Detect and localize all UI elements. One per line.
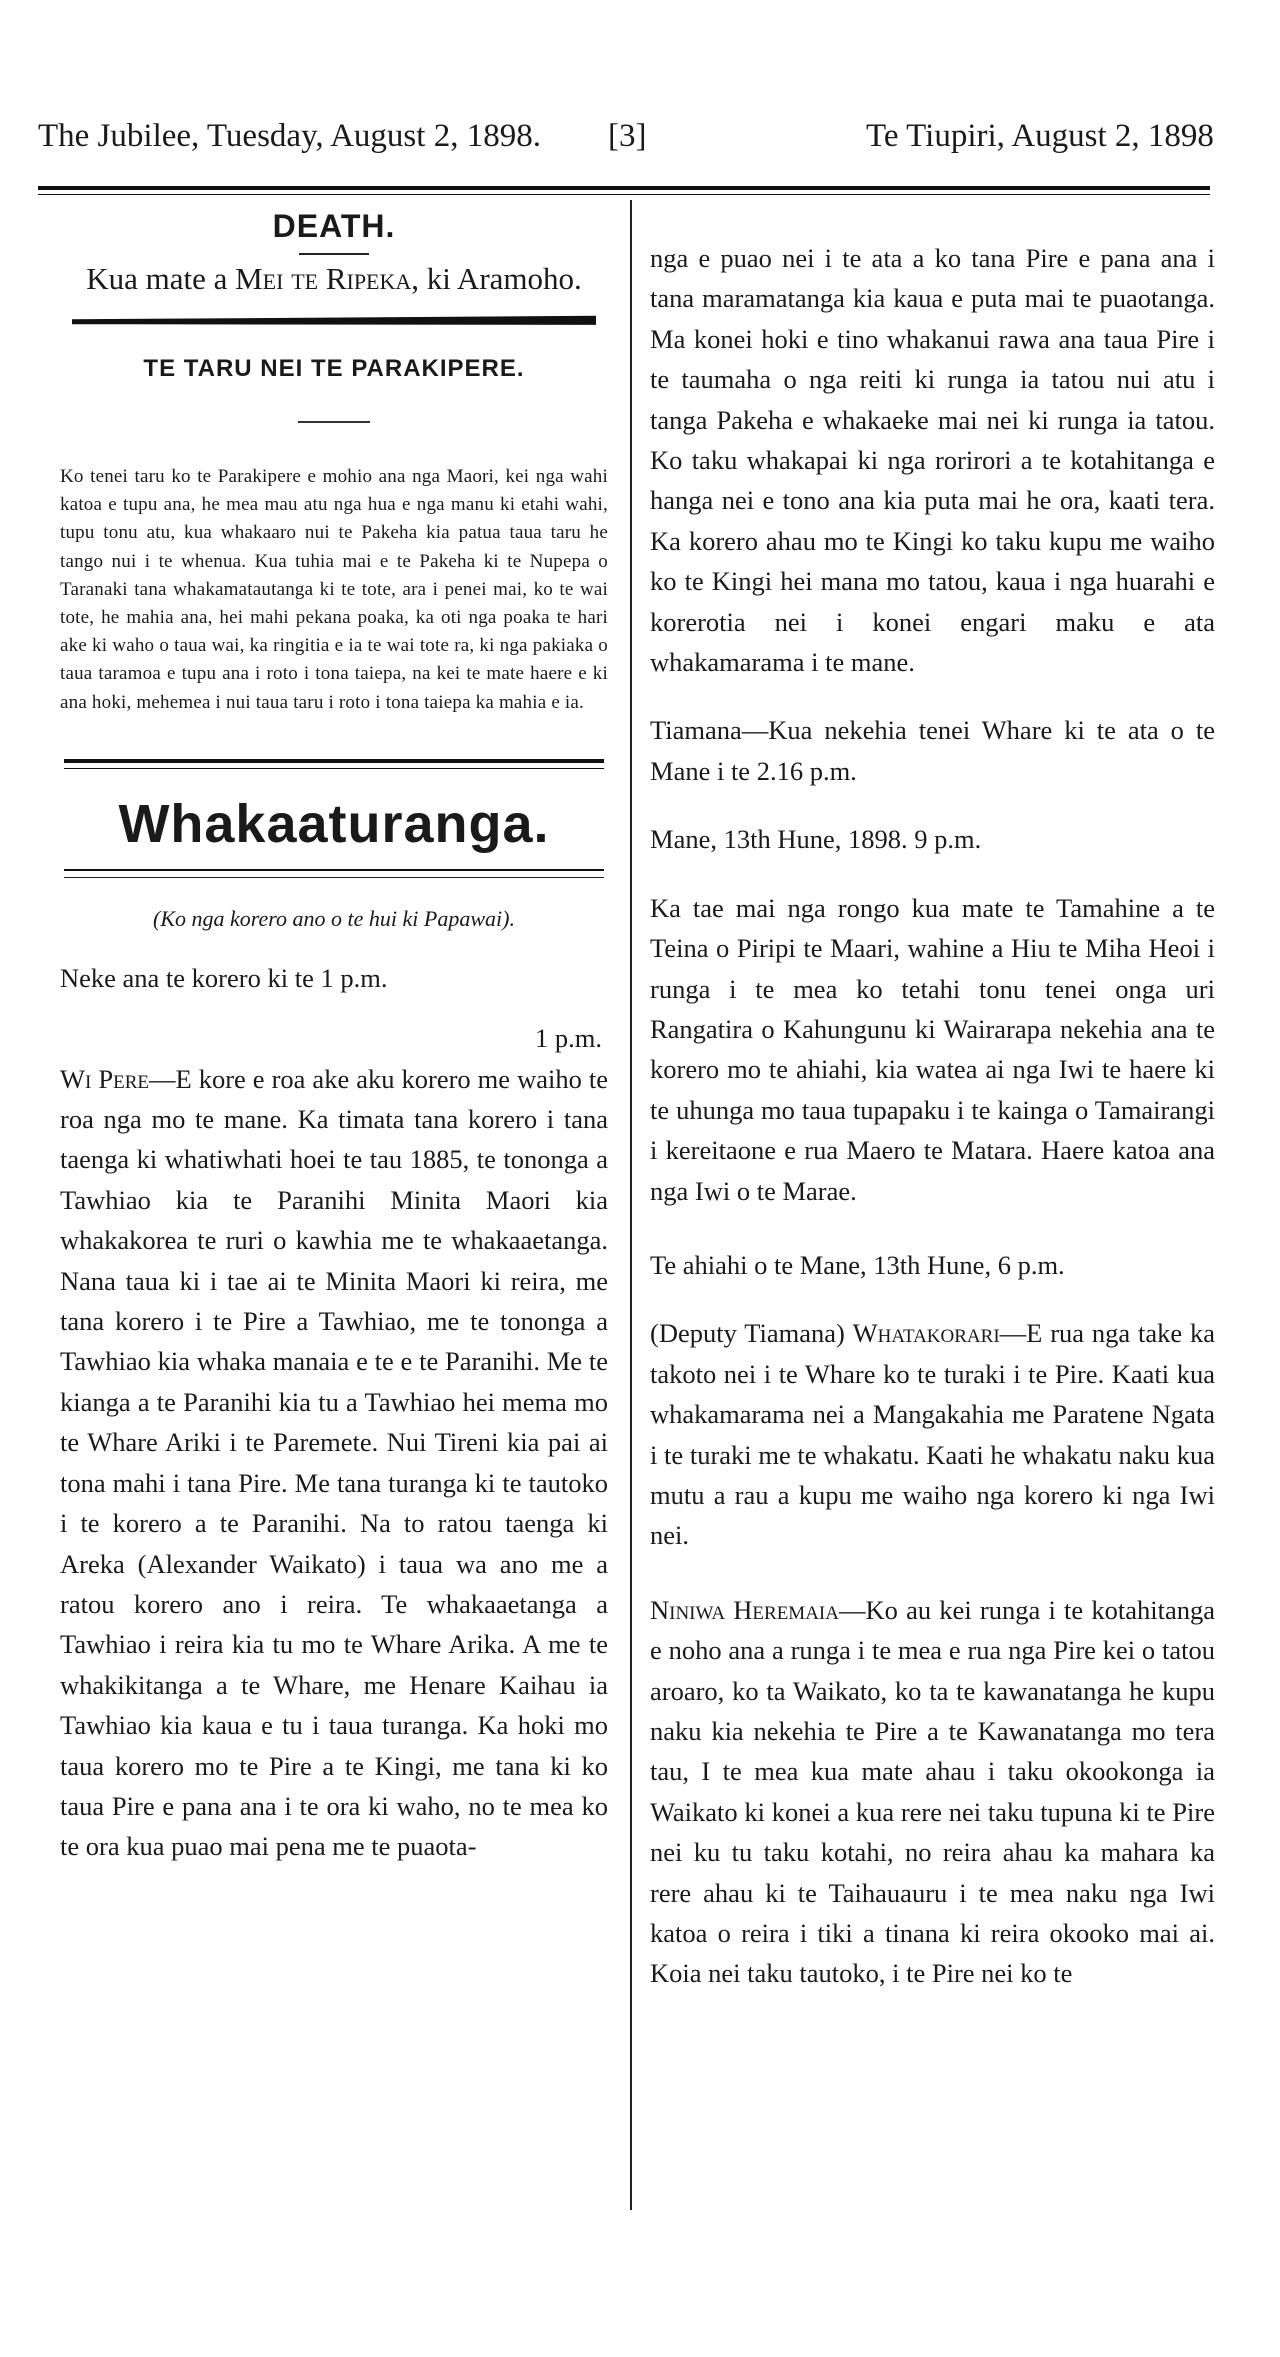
section-rule-thick [64, 759, 604, 763]
death-notice [60, 261, 608, 297]
speech-whatakorari [650, 1313, 1215, 1555]
speaker-name: Whatakorari [852, 1318, 1000, 1349]
running-header-right: Te Tiupiri, August 2, 1898 [866, 118, 1214, 154]
page-number: [3] [608, 118, 647, 154]
paragraph: Tiamana—Kua nekehia tenei Whare ki te ata o te Mane i te 2.16 p.m. [650, 715, 1215, 786]
parakipere-heading: TE TARU NEI TE PARAKIPERE. [143, 355, 525, 382]
section-rule-thin [64, 877, 604, 878]
speech-text: —Ko au kei runga i te kotahitanga e noho ana a runga i te mea e rua nga Pire kei o tatou aroaro, ko ta Waikato, ko ta te kawanatanga he kupu naku kia nekehia te Pire a te Kawanatanga mo tera tau, I te mea kua mate ahau i taku okookonga ia Waikato ki konei a kua rere nei taku tupuna ki te Pire nei ku tu taku kotahi, no reira ahau ka mahara ka rere ahau ki te Taihauauru i te mea naku nga Iwi katoa o reira i tiki a tinana ki reira okooko mai ai. Koia nei taku tautoko, i te Pire nei ko te [650, 1594, 1215, 1989]
section-rule-thin [64, 869, 604, 871]
header-rule [38, 186, 1210, 190]
section-rule-thin [64, 768, 604, 770]
header-rule-thin [38, 194, 1210, 195]
death-heading: DEATH. [272, 208, 396, 244]
speech-niniwa-heremaia [650, 1590, 1215, 1994]
time-stamp: 1 p.m. [535, 1023, 602, 1054]
short-rule [299, 253, 369, 255]
date-line: Mane, 13th Hune, 1898. 9 p.m. [650, 824, 982, 855]
paragraph: Neke ana te korero ki te 1 p.m. [60, 962, 388, 993]
column-divider [630, 200, 632, 2210]
wedge-rule [72, 313, 596, 327]
speech-text: —E kore e roa ake aku korero me waiho te roa nga mo te mane. Ka timata tana korero i tana taenga ki whatiwhati hoei te tau 1885, te tononga a Tawhiao kia te Paranihi Minita Maori kia whakakorea te ruri o kawhia me te whakaaetanga. Nana taua ki i tae ai te Minita Maori ki reira, me tana korero i te Pire a Tawhiao, me te tononga a Tawhiao kia whaka manaia e te e te Paranihi. Me te kianga a te Paranihi kia tu a Tawhiao hei mema mo te Whare Ariki i te Paremete. Nui Tireni kia pai ai tona mahi i tana Pire. Me tana turanga ki te tautoko i te korero a te Paranihi. Na to ratou taenga ki Areka (Alexander Waikato) i taua wa ano me a ratou korero ano i reira. Te whakaaetanga a Tawhiao i reira kia tu mo te Whare Arika. A me te whakikitanga a te Whare, me Henare Kaihau ia Tawhiao kia kaua e tu i taua turanga. Ka hoki mo taua korero mo te Pire a te Kingi, me tana ki ko taua Pire e pana ana i te ora ki waho, no te mea ko te ora kua puao mai pena me te puaota- [60, 1063, 608, 1862]
short-rule [298, 421, 370, 423]
paragraph: nga e puao nei i te ata a ko tana Pire e pana ana i tana maramatanga kia kaua e puta mai te puaotanga. Ma konei hoki e tino whakanui rawa ana taua Pire i te taumaha o nga reiti ki runga ia tatou nui atu i tanga Pakeha e whakaeke mai nei ki runga ia tatou. Ko taku whakapai ki nga rorirori a te kotahitanga e hanga nei e tono ana kia puta mai he ora, kaati tera. Ka korero ahau mo te Kingi ko taku kupu me waiho ko te Kingi hei mana mo tatou, kaua i nga huarahi e korerotia nei i konei engari maku e ata whakamarama i te mane. [650, 243, 1215, 678]
death-name: Mei te Ripeka [235, 261, 412, 296]
death-suffix: , ki Aramoho. [411, 261, 582, 296]
speaker-name: Niniwa Heremaia [650, 1594, 839, 1625]
speech-wi-pere [60, 1059, 608, 1867]
left-column [60, 208, 608, 1867]
speech-prefix: (Deputy Tiamana) [650, 1318, 853, 1349]
death-prefix: Kua mate a [86, 261, 236, 296]
speaker-name: Wi Pere [60, 1063, 149, 1094]
parakipere-article: Ko tenei taru ko te Parakipere e mohio ana nga Maori, kei nga wahi katoa e tupu ana, he mea mau atu nga hua e nga manu ki etahi wahi, tupu tonu atu, kua whakaaro nui te Pakeha kia patua taua taru he tango nui i te whenua. Kua tuhia mai e te Pakeha ki te Nupepa o Taranaki tana whakamatautanga ki te tote, ara i penei mai, ko te wai tote, he mahia ana, hei mahi pekana poaka, ka oti nga poaka te hari ake ki waho o taua wai, ka ringitia e ia te wai tote ra, ki nga pakiaka o taua taramoa e tupu ana i roto i tona taiepa, na kei te mate haere e ki ana hoki, mehemea i nui taua taru i roto i tona taiepa ka mahia e ia. [60, 466, 608, 713]
right-column [650, 238, 1215, 1994]
date-line: Te ahiahi o te Mane, 13th Hune, 6 p.m. [650, 1249, 1065, 1280]
speech-text: —E rua nga take ka takoto nei i te Whare ko te turaki i te Pire. Kaati kua whakamarama nei a Mangakahia me Paratene Ngata i te turaki me te whakatu. Kaati he whakatu naku kua mutu a rau a kupu me waiho nga korero ki nga Iwi nei. [650, 1318, 1215, 1551]
paragraph: Ka tae mai nga rongo kua mate te Tamahine a te Teina o Piripi te Maari, wahine a Hiu te Miha Heoi i runga i te mea ko tetahi tonu tenei onga uri Rangatira o Kahungunu ki Wairarapa nekehia ana te korero mo te ahiahi, kia watea ai nga Iwi te haere ki te uhunga mo taua tupapaku i te kainga o Tamairangi i kereitaone e rua Maero te Matara. Haere katoa ana nga Iwi o te Marae. [650, 892, 1215, 1206]
whakaaturanga-subtitle: (Ko nga korero ano o te hui ki Papawai). [153, 905, 515, 931]
whakaaturanga-heading: Whakaaturanga. [118, 794, 550, 855]
running-header-left: The Jubilee, Tuesday, August 2, 1898. [38, 118, 541, 154]
